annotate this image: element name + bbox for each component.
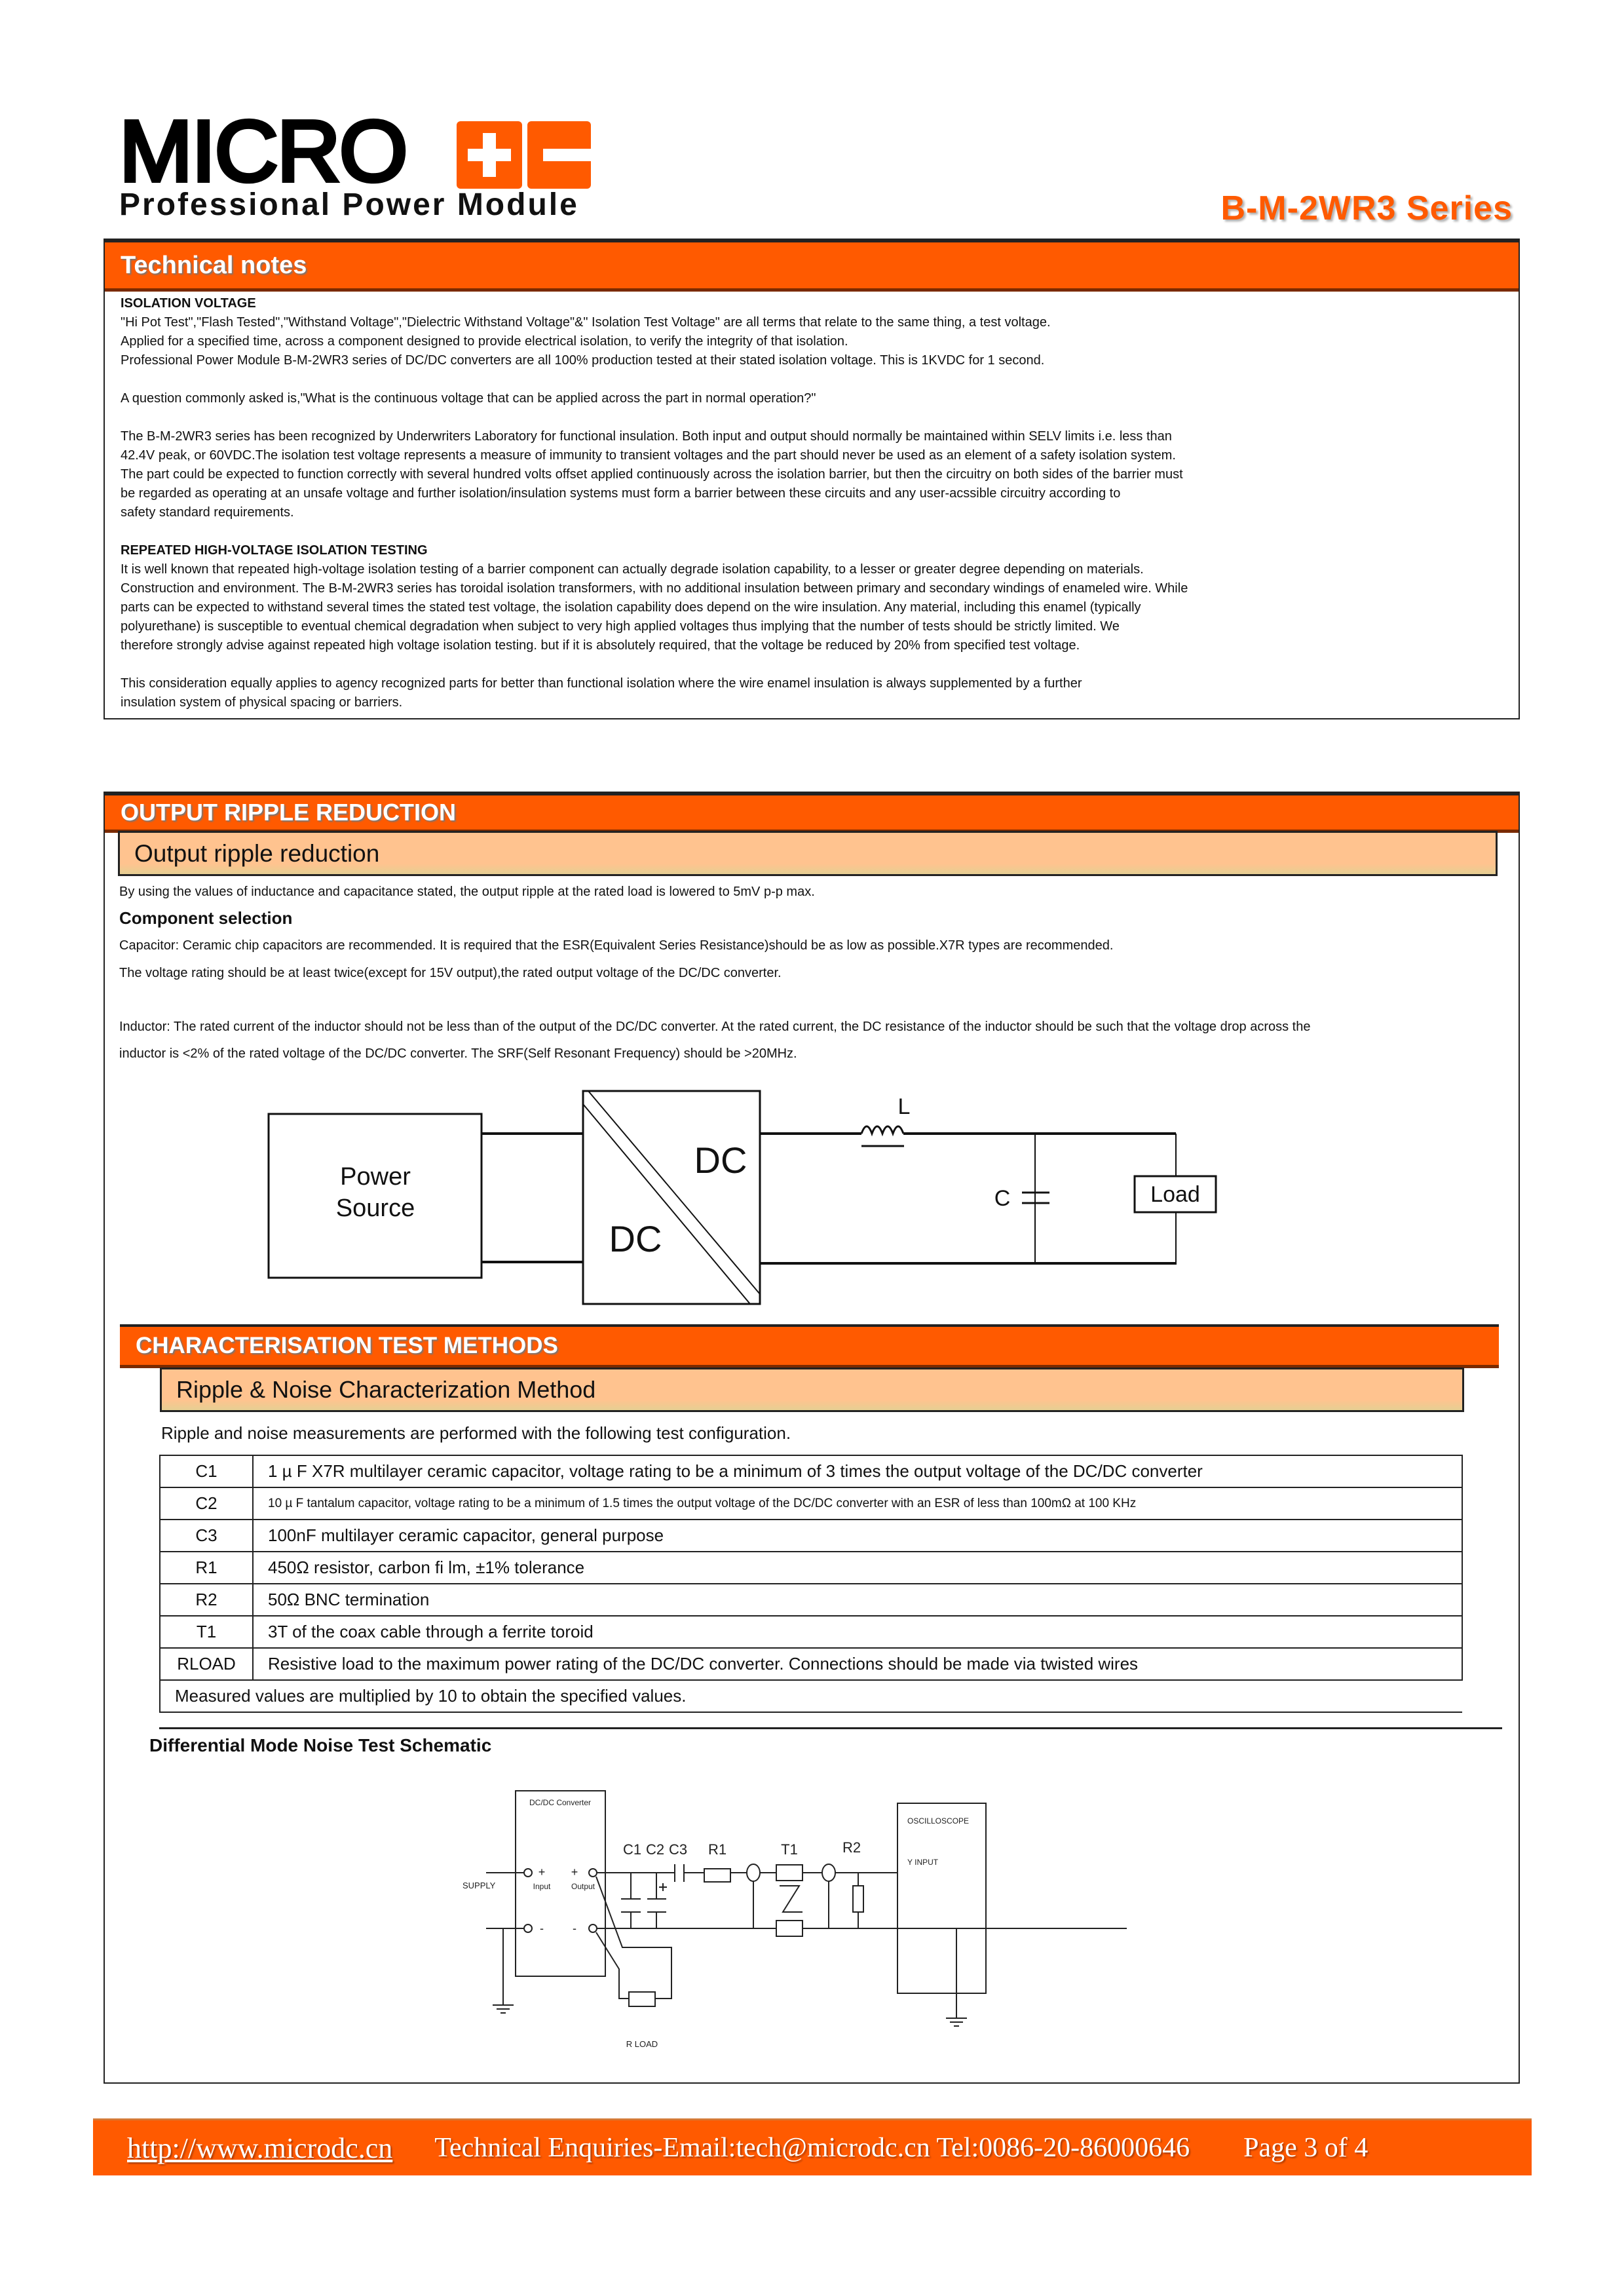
- component-ref: T1: [160, 1616, 253, 1648]
- page-number: Page 3 of 4: [1243, 2133, 1369, 2163]
- dc-input-label: DC: [609, 1218, 662, 1259]
- c2-label: C2: [645, 1841, 665, 1858]
- table-row: [160, 1648, 1462, 1680]
- table-row: [160, 1584, 1462, 1616]
- power-source-label: Power: [340, 1163, 411, 1191]
- repeated-testing-line: therefore strongly advise against repeated high voltage isolation testing. but if it is absolutely required, that the voltage be reduced by 20% from specified test voltage.: [121, 638, 1080, 653]
- output-minus-label: -: [573, 1922, 576, 1935]
- repeated-testing-line: polyurethane) is susceptible to eventual chemical degradation when subject to very high applied voltages thus implying that the number of tests should be strictly limited. We: [121, 619, 1120, 634]
- dc-output-label: DC: [694, 1139, 747, 1181]
- component-table: [159, 1455, 1463, 1713]
- table-row: [160, 1552, 1462, 1584]
- component-ref: RLOAD: [160, 1648, 253, 1680]
- component-desc: 1 µ F X7R multilayer ceramic capacitor, voltage rating to be a minimum of 3 times the output voltage of the DC/DC converter: [253, 1455, 1462, 1487]
- capacitor-text-1: Capacitor: Ceramic chip capacitors are recommended. It is required that the ESR(Equivalent Series Resistance)should be as low as possible.X7R types are recommended.: [119, 938, 1114, 953]
- company-logo: [119, 103, 604, 223]
- consideration-line: insulation system of physical spacing or barriers.: [121, 695, 403, 710]
- page-footer: [93, 2118, 1532, 2175]
- output-label: Output: [571, 1882, 595, 1891]
- logo-tagline: Professional Power Module: [119, 187, 579, 222]
- component-ref: R1: [160, 1552, 253, 1584]
- characterisation-title: CHARACTERISATION TEST METHODS: [136, 1333, 558, 1358]
- technical-notes-title: Technical notes: [121, 251, 307, 279]
- input-label: Input: [533, 1882, 551, 1891]
- component-ref: C2: [160, 1487, 253, 1520]
- output-ripple-title: OUTPUT RIPPLE REDUCTION: [121, 799, 457, 826]
- ripple-intro: By using the values of inductance and capacitance stated, the output ripple at the rated load is lowered to 5mV p-p max.: [119, 885, 815, 899]
- table-row: [160, 1487, 1462, 1520]
- load-label: Load: [1150, 1182, 1200, 1207]
- contact-info: Technical Enquiries-Email:tech@microdc.cn Tel:0086-20-86000646: [434, 2133, 1190, 2163]
- logo-micro-text: MICRO: [119, 103, 407, 199]
- dc-dc-converter-box: [583, 1091, 760, 1304]
- isolation-text-line: Professional Power Module B-M-2WR3 series of DC/DC converters are all 100% production tested at their stated isolation voltage. This is 1KVDC for 1 second.: [121, 353, 1045, 368]
- inductor-text-1: Inductor: The rated current of the inductor should not be less than of the output of the DC/DC converter. At the rated current, the DC resistance of the inductor should be such that the voltage drop across the: [119, 1020, 1311, 1034]
- isolation-text-line: "Hi Pot Test","Flash Tested","Withstand Voltage","Dielectric Withstand Voltage"&" Isolation Test Voltage" are all terms that relate to the same thing, a test voltage.: [121, 315, 1051, 330]
- technical-notes-header: [105, 240, 1519, 292]
- component-ref: C1: [160, 1455, 253, 1487]
- t1-label: T1: [781, 1841, 798, 1858]
- input-plus-label: +: [538, 1866, 546, 1879]
- output-plus-label: +: [571, 1866, 578, 1879]
- logo-dc-plus-icon: [457, 121, 591, 189]
- input-minus-label: -: [540, 1922, 544, 1935]
- isolation-voltage-heading: ISOLATION VOLTAGE: [121, 296, 256, 311]
- ripple-filter-diagram: [249, 1075, 1428, 1311]
- table-note: Measured values are multiplied by 10 to obtain the specified values.: [160, 1680, 1462, 1712]
- isolation-answer-line: 42.4V peak, or 60VDC.The isolation test voltage represents a measure of immunity to transient voltages and the part should never be used as an element of a safety isolation system.: [121, 448, 1176, 463]
- repeated-testing-line: Construction and environment. The B-M-2WR3 series has toroidal isolation transformers, with no additional insulation between primary and secondary windings of enameled wire. While: [121, 581, 1188, 596]
- table-row: [160, 1520, 1462, 1552]
- rload-resistor: [629, 1992, 655, 2006]
- logo-wordmark: [119, 103, 407, 199]
- inductor-text-2: inductor is <2% of the rated voltage of the DC/DC converter. The SRF(Self Resonant Frequency) should be >20MHz.: [119, 1046, 797, 1061]
- component-desc: 450Ω resistor, carbon fi lm, ±1% tolerance: [253, 1552, 1462, 1584]
- inductor-coil-icon: [861, 1126, 903, 1134]
- rload-label: R LOAD: [626, 2039, 658, 2049]
- component-ref: R2: [160, 1584, 253, 1616]
- technical-notes-body: [105, 292, 1519, 712]
- inductor-label: L: [897, 1094, 911, 1119]
- component-desc: 100nF multilayer ceramic capacitor, general purpose: [253, 1520, 1462, 1552]
- y-input-label: Y INPUT: [907, 1858, 939, 1867]
- r1-label: R1: [708, 1841, 727, 1858]
- output-ripple-subtitle: Output ripple reduction: [134, 839, 380, 867]
- table-row: [160, 1616, 1462, 1648]
- isolation-answer-line: The part could be expected to function correctly with several hundred volts offset applied continuously across the isolation barrier, but then the circuitry on both sides of the barrier must: [121, 467, 1183, 482]
- technical-notes-panel: [104, 239, 1520, 719]
- characterisation-subtitle: Ripple & Noise Characterization Method: [176, 1376, 596, 1403]
- repeated-testing-line: parts can be expected to withstand several times the stated test voltage, the isolation capability does depend on the wire insulation. Any material, including this enamel (typically: [121, 600, 1141, 615]
- repeated-testing-line: It is well known that repeated high-voltage isolation testing of a barrier component can actually degrade isolation capability, to a lesser or greater degree depending on materials.: [121, 562, 1144, 577]
- isolation-question: A question commonly asked is,"What is the continuous voltage that can be applied across the part in normal operation?": [121, 391, 816, 406]
- isolation-text-line: Applied for a specified time, across a component designed to provide electrical isolation, to verify the integrity of that isolation.: [121, 334, 848, 349]
- c1-label: C1: [622, 1841, 642, 1858]
- component-ref: C3: [160, 1520, 253, 1552]
- component-selection-heading: Component selection: [119, 908, 293, 928]
- output-ripple-subheader: [118, 831, 1498, 876]
- characterisation-intro: Ripple and noise measurements are performed with the following test configuration.: [161, 1423, 791, 1443]
- capacitor-label: C: [994, 1186, 1011, 1211]
- consideration-line: This consideration equally applies to agency recognized parts for better than functional isolation where the wire enamel insulation is always supplemented by a further: [121, 676, 1082, 691]
- component-desc: 3T of the coax cable through a ferrite toroid: [253, 1616, 1462, 1648]
- noise-test-schematic: [445, 1769, 1179, 2064]
- table-row: [160, 1455, 1462, 1487]
- characterisation-subheader: [160, 1368, 1464, 1412]
- component-desc: 10 µ F tantalum capacitor, voltage rating to be a minimum of 1.5 times the output voltage of the DC/DC converter with an ESR of less than 100mΩ at 100 KHz: [253, 1487, 1462, 1520]
- isolation-answer-line: safety standard requirements.: [121, 505, 294, 520]
- table-note-row: [160, 1680, 1462, 1712]
- isolation-answer-line: The B-M-2WR3 series has been recognized by Underwriters Laboratory for functional insulation. Both input and output should normally be maintained within SELV limits i.e. less than: [121, 429, 1172, 444]
- output-ripple-header: [105, 793, 1519, 833]
- capacitor-text-2: The voltage rating should be at least twice(except for 15V output),the rated output voltage of the DC/DC converter.: [119, 966, 782, 980]
- repeated-testing-heading: REPEATED HIGH-VOLTAGE ISOLATION TESTING: [121, 543, 428, 558]
- c3-label: C3: [668, 1841, 688, 1858]
- converter-label: DC/DC Converter: [529, 1798, 592, 1807]
- component-desc: Resistive load to the maximum power rating of the DC/DC converter. Connections should be made via twisted wires: [253, 1648, 1462, 1680]
- supply-label: SUPPLY: [463, 1881, 496, 1890]
- website-link[interactable]: http://www.microdc.cn: [127, 2132, 393, 2164]
- oscilloscope-box: [897, 1803, 986, 1993]
- r2-label: R2: [842, 1839, 861, 1856]
- power-source-label: Source: [335, 1195, 415, 1222]
- component-desc: 50Ω BNC termination: [253, 1584, 1462, 1616]
- schematic-heading: Differential Mode Noise Test Schematic: [149, 1735, 492, 1755]
- characterisation-header: [120, 1324, 1499, 1368]
- oscilloscope-label: OSCILLOSCOPE: [907, 1816, 970, 1826]
- isolation-answer-line: be regarded as operating at an unsafe voltage and further isolation/insulation systems must form a barrier between these circuits and any user-acssible circuitry according to: [121, 486, 1121, 501]
- table-bottom-rule: [159, 1727, 1502, 1729]
- series-title: B-M-2WR3 Series: [1220, 189, 1513, 227]
